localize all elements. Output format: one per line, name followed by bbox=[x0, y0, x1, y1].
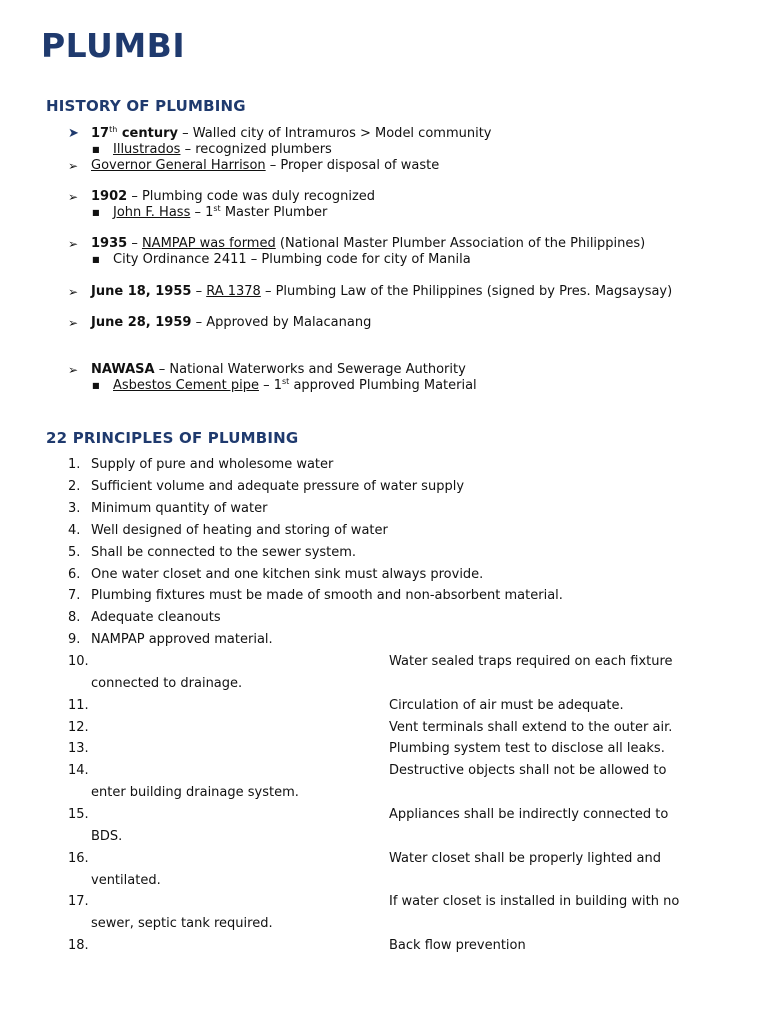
arrow-bullet-icon: ➢ bbox=[68, 363, 79, 377]
arrow-bullet-icon: ➤ bbox=[68, 126, 79, 141]
history-item: 17th century – Walled city of Intramuros > Model community bbox=[91, 125, 492, 141]
list-number: 18. bbox=[68, 938, 89, 953]
list-item-continuation: BDS. bbox=[91, 829, 123, 844]
principles-heading: 22 PRINCIPLES OF PLUMBING bbox=[46, 429, 299, 447]
list-item: Shall be connected to the sewer system. bbox=[91, 545, 357, 560]
list-item: Vent terminals shall extend to the outer air. bbox=[389, 720, 673, 735]
list-number: 12. bbox=[68, 720, 89, 735]
list-number: 11. bbox=[68, 698, 89, 713]
list-item: Circulation of air must be adequate. bbox=[389, 698, 624, 713]
list-number: 2. bbox=[68, 479, 81, 494]
list-item: Water sealed traps required on each fixture bbox=[389, 654, 673, 669]
square-bullet-icon: ■ bbox=[92, 145, 100, 154]
square-bullet-icon: ■ bbox=[92, 255, 100, 264]
square-bullet-icon: ■ bbox=[92, 381, 100, 390]
list-item: Supply of pure and wholesome water bbox=[91, 457, 334, 472]
history-subitem: Asbestos Cement pipe – 1st approved Plumbing Material bbox=[113, 377, 477, 393]
history-item: 1902 – Plumbing code was duly recognized bbox=[91, 189, 376, 204]
list-number: 8. bbox=[68, 610, 81, 625]
arrow-bullet-icon: ➢ bbox=[68, 237, 79, 251]
list-number: 4. bbox=[68, 523, 81, 538]
list-number: 13. bbox=[68, 741, 89, 756]
list-item: Minimum quantity of water bbox=[91, 501, 268, 516]
history-subitem: John F. Hass – 1st Master Plumber bbox=[113, 204, 328, 220]
list-number: 3. bbox=[68, 501, 81, 516]
list-item-continuation: enter building drainage system. bbox=[91, 785, 299, 800]
list-number: 7. bbox=[68, 588, 81, 603]
square-bullet-icon: ■ bbox=[92, 208, 100, 217]
list-number: 16. bbox=[68, 851, 89, 866]
list-item: Plumbing system test to disclose all leaks. bbox=[389, 741, 665, 756]
page-title: PLUMBI bbox=[41, 26, 186, 65]
list-item: Adequate cleanouts bbox=[91, 610, 221, 625]
list-item: Destructive objects shall not be allowed to bbox=[389, 763, 667, 778]
list-item: Plumbing fixtures must be made of smooth and non-absorbent material. bbox=[91, 588, 563, 603]
list-item: Back flow prevention bbox=[389, 938, 526, 953]
history-item: NAWASA – National Waterworks and Sewerage Authority bbox=[91, 362, 466, 377]
history-subitem: City Ordinance 2411 – Plumbing code for city of Manila bbox=[113, 252, 471, 267]
history-item: Governor General Harrison – Proper disposal of waste bbox=[91, 158, 440, 173]
history-item: June 18, 1955 – RA 1378 – Plumbing Law of the Philippines (signed by Pres. Magsaysay) bbox=[91, 284, 673, 299]
list-number: 15. bbox=[68, 807, 89, 822]
list-item: NAMPAP approved material. bbox=[91, 632, 273, 647]
list-item-continuation: sewer, septic tank required. bbox=[91, 916, 273, 931]
arrow-bullet-icon: ➢ bbox=[68, 316, 79, 330]
list-item: Appliances shall be indirectly connected to bbox=[389, 807, 669, 822]
arrow-bullet-icon: ➢ bbox=[68, 285, 79, 299]
list-item: Well designed of heating and storing of water bbox=[91, 523, 388, 538]
history-item: 1935 – NAMPAP was formed (National Master Plumber Association of the Philippines) bbox=[91, 236, 646, 251]
list-item-continuation: connected to drainage. bbox=[91, 676, 243, 691]
list-item: If water closet is installed in building with no bbox=[389, 894, 680, 909]
history-heading: HISTORY OF PLUMBING bbox=[46, 97, 246, 115]
arrow-bullet-icon: ➢ bbox=[68, 190, 79, 204]
history-subitem: Illustrados – recognized plumbers bbox=[113, 142, 332, 157]
list-number: 17. bbox=[68, 894, 89, 909]
list-item-continuation: ventilated. bbox=[91, 873, 161, 888]
list-number: 9. bbox=[68, 632, 81, 647]
list-item: Water closet shall be properly lighted and bbox=[389, 851, 661, 866]
list-number: 10. bbox=[68, 654, 89, 669]
arrow-bullet-icon: ➢ bbox=[68, 159, 79, 173]
list-number: 6. bbox=[68, 567, 81, 582]
list-number: 14. bbox=[68, 763, 89, 778]
list-number: 1. bbox=[68, 457, 81, 472]
history-item: June 28, 1959 – Approved by Malacanang bbox=[91, 315, 372, 330]
list-number: 5. bbox=[68, 545, 81, 560]
list-item: Sufficient volume and adequate pressure of water supply bbox=[91, 479, 465, 494]
list-item: One water closet and one kitchen sink must always provide. bbox=[91, 567, 484, 582]
